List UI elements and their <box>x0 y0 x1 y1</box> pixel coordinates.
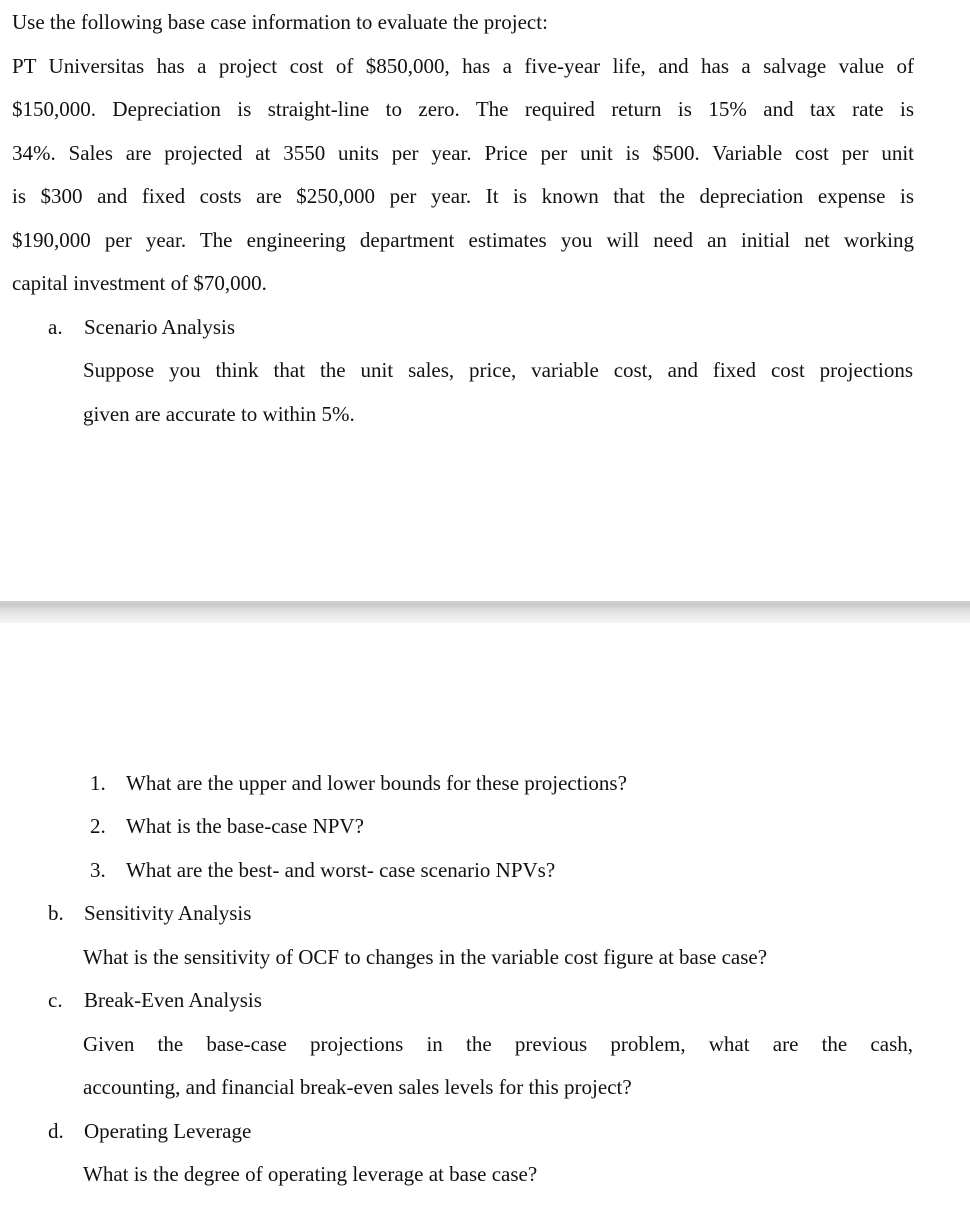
intro-line-4: is $300 and fixed costs are $250,000 per year. It is known that the depreciation expense is <box>12 184 914 208</box>
section-d-marker: d. <box>48 1119 64 1143</box>
section-c-marker: c. <box>48 988 63 1012</box>
section-b-heading <box>48 899 251 927</box>
section-c-heading <box>48 986 262 1014</box>
section-a-body-line-2: given are accurate to within 5%. <box>83 402 355 426</box>
section-d-body: What is the degree of operating leverage at base case? <box>83 1162 538 1186</box>
intro-line-5: $190,000 per year. The engineering department estimates you will need an initial net working <box>12 228 914 252</box>
question-2 <box>90 812 364 840</box>
intro-line-6: capital investment of $70,000. <box>12 271 267 295</box>
section-a-body-line-1: Suppose you think that the unit sales, price, variable cost, and fixed cost projections <box>83 358 913 382</box>
question-3 <box>90 856 555 884</box>
question-1 <box>90 769 627 797</box>
question-1-number: 1. <box>90 771 106 795</box>
section-a-title: Scenario Analysis <box>84 315 236 339</box>
section-b-title: Sensitivity Analysis <box>84 901 252 925</box>
question-2-number: 2. <box>90 814 106 838</box>
section-a-heading <box>48 313 235 341</box>
question-3-text: What are the best- and worst- case scenario NPVs? <box>126 858 556 882</box>
section-d-title: Operating Leverage <box>84 1119 252 1143</box>
question-2-text: What is the base-case NPV? <box>126 814 364 838</box>
question-3-number: 3. <box>90 858 106 882</box>
intro-line-3: 34%. Sales are projected at 3550 units per year. Price per unit is $500. Variable cost per unit <box>12 141 914 165</box>
intro-line-1: PT Universitas has a project cost of $850,000, has a five-year life, and has a salvage value of <box>12 54 914 78</box>
intro-line-2: $150,000. Depreciation is straight-line to zero. The required return is 15% and tax rate is <box>12 97 914 121</box>
section-c-body-line-1: Given the base-case projections in the previous problem, what are the cash, <box>83 1032 913 1056</box>
section-c-title: Break-Even Analysis <box>84 988 262 1012</box>
page-break-divider <box>0 601 970 623</box>
section-a-marker: a. <box>48 315 63 339</box>
question-1-text: What are the upper and lower bounds for these projections? <box>126 771 627 795</box>
section-c-body-line-2: accounting, and financial break-even sales levels for this project? <box>83 1075 632 1099</box>
section-b-marker: b. <box>48 901 64 925</box>
section-d-heading <box>48 1117 251 1145</box>
intro-heading: Use the following base case information to evaluate the project: <box>12 10 548 34</box>
section-b-body: What is the sensitivity of OCF to changes in the variable cost figure at base case? <box>83 945 768 969</box>
